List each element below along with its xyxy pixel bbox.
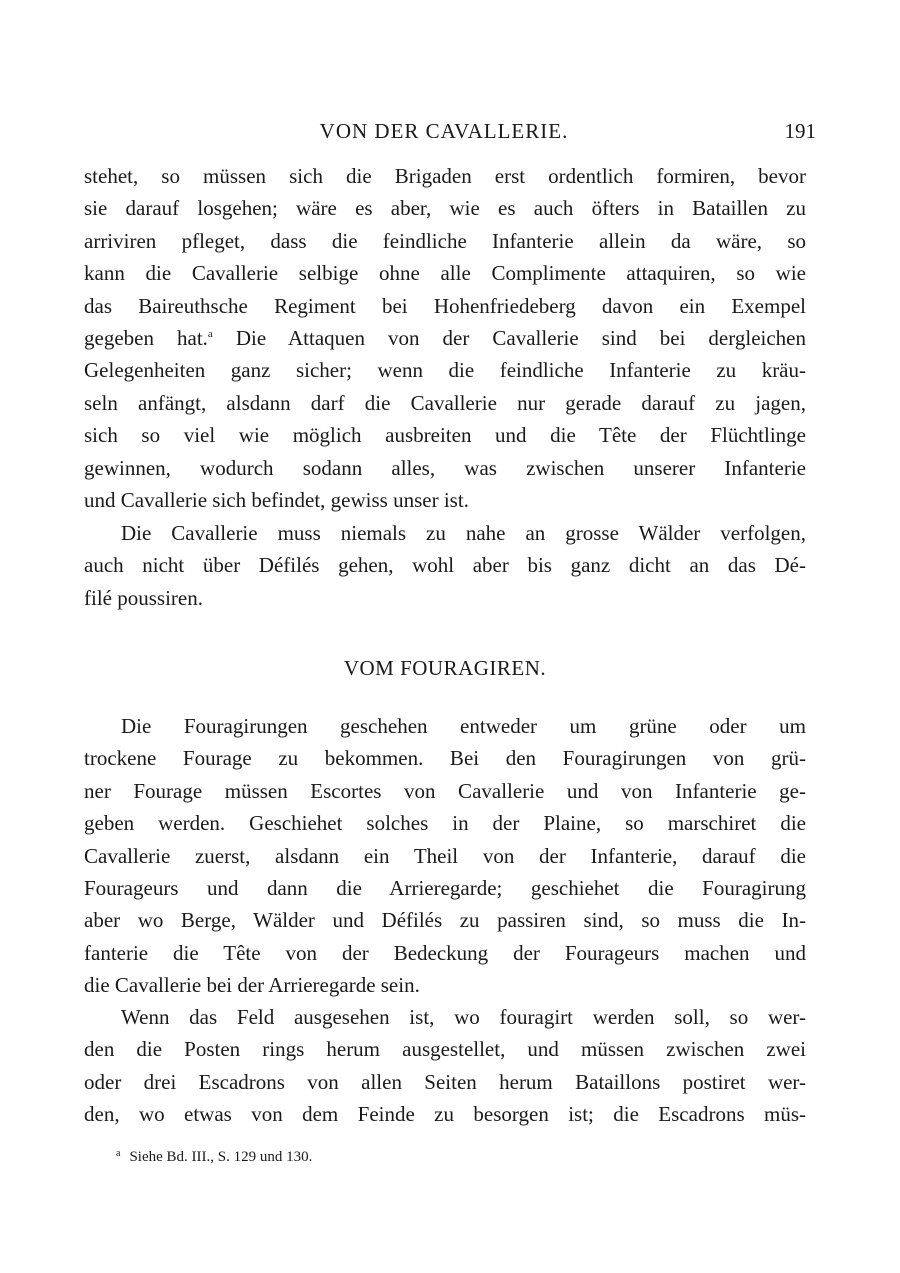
paragraph-fouragirungen xyxy=(84,710,806,1002)
section-title: VOM FOURAGIREN. xyxy=(343,656,547,680)
text-line: filé poussiren. xyxy=(84,585,203,610)
text-line: arriviren pfleget, dass die feindliche Infanterie allein da wäre, so xyxy=(84,228,806,253)
text-line: stehet, so müssen sich die Brigaden erst ordentlich formiren, bevor xyxy=(84,164,806,188)
text-line: den, wo etwas von dem Feinde zu besorgen ist; die Escadrons müs- xyxy=(84,1102,806,1127)
text-line: Die Cavallerie muss niemals zu nahe an grosse Wälder verfolgen, xyxy=(121,521,806,545)
text-line: Fourageurs und dann die Arrieregarde; geschiehet die Fouragirung xyxy=(84,875,806,900)
text-line: trockene Fourage zu bekommen. Bei den Fouragirungen von grü- xyxy=(84,746,806,771)
footnote-mark: a xyxy=(116,1148,121,1159)
text-line: sie darauf losgehen; wäre es aber, wie es auch öfters in Bataillen zu xyxy=(84,196,806,221)
paragraph-cavallerie-attack xyxy=(84,160,806,516)
running-title: VON DER CAVALLERIE. xyxy=(319,119,569,143)
text-line: Cavallerie zuerst, alsdann ein Theil von der Infanterie, darauf die xyxy=(84,843,806,868)
text-line: auch nicht über Défilés gehen, wohl aber bis ganz dicht an das Dé- xyxy=(84,553,806,578)
text-line: kann die Cavallerie selbige ohne alle Complimente attaquiren, so wie xyxy=(84,261,806,286)
text-line: aber wo Berge, Wälder und Défilés zu passiren sind, so muss die In- xyxy=(84,908,806,933)
paragraph-feld xyxy=(84,1001,806,1131)
text-line: und Cavallerie sich befindet, gewiss unser ist. xyxy=(84,487,469,512)
text-line: gewinnen, wodurch sodann alles, was zwischen unserer Infanterie xyxy=(84,455,806,480)
footnote-text: Siehe Bd. III., S. 129 und 130. xyxy=(129,1149,313,1165)
text-line: sich so viel wie möglich ausbreiten und die Tête der Flüchtlinge xyxy=(84,423,806,448)
text-line: oder drei Escadrons von allen Seiten herum Bataillons postiret wer- xyxy=(84,1069,806,1094)
text-line: Wenn das Feld ausgesehen ist, wo fouragirt werden soll, so wer- xyxy=(121,1005,806,1029)
text-line: den die Posten rings herum ausgestellet, und müssen zwischen zwei xyxy=(84,1037,806,1062)
text-line: Gelegenheiten ganz sicher; wenn die feindliche Infanterie zu kräu- xyxy=(84,358,806,383)
text-segment: gegeben hat. xyxy=(84,325,208,350)
text-line-with-footnote-mark xyxy=(84,322,806,354)
text-line: das Baireuthsche Regiment bei Hohenfriedeberg davon ein Exempel xyxy=(84,293,806,318)
text-line: Die Fouragirungen geschehen entweder um grüne oder um xyxy=(121,714,806,738)
text-line: seln anfängt, alsdann darf die Cavallerie nur gerade darauf zu jagen, xyxy=(84,390,806,415)
footnote-reference: a xyxy=(207,327,213,340)
paragraph-woods xyxy=(84,517,806,614)
text-line: fanterie die Tête von der Bedeckung der Fourageurs machen und xyxy=(84,940,806,965)
footnote xyxy=(116,1142,312,1169)
text-line: ner Fourage müssen Escortes von Cavallerie und von Infanterie ge- xyxy=(84,778,806,803)
text-line: die Cavallerie bei der Arrieregarde sein. xyxy=(84,973,420,998)
page-number: 191 xyxy=(784,119,816,143)
text-line: geben werden. Geschiehet solches in der Plaine, so marschiret die xyxy=(84,811,806,836)
text-segment: Die Attaquen von der Cavallerie sind bei dergleichen xyxy=(212,325,806,350)
